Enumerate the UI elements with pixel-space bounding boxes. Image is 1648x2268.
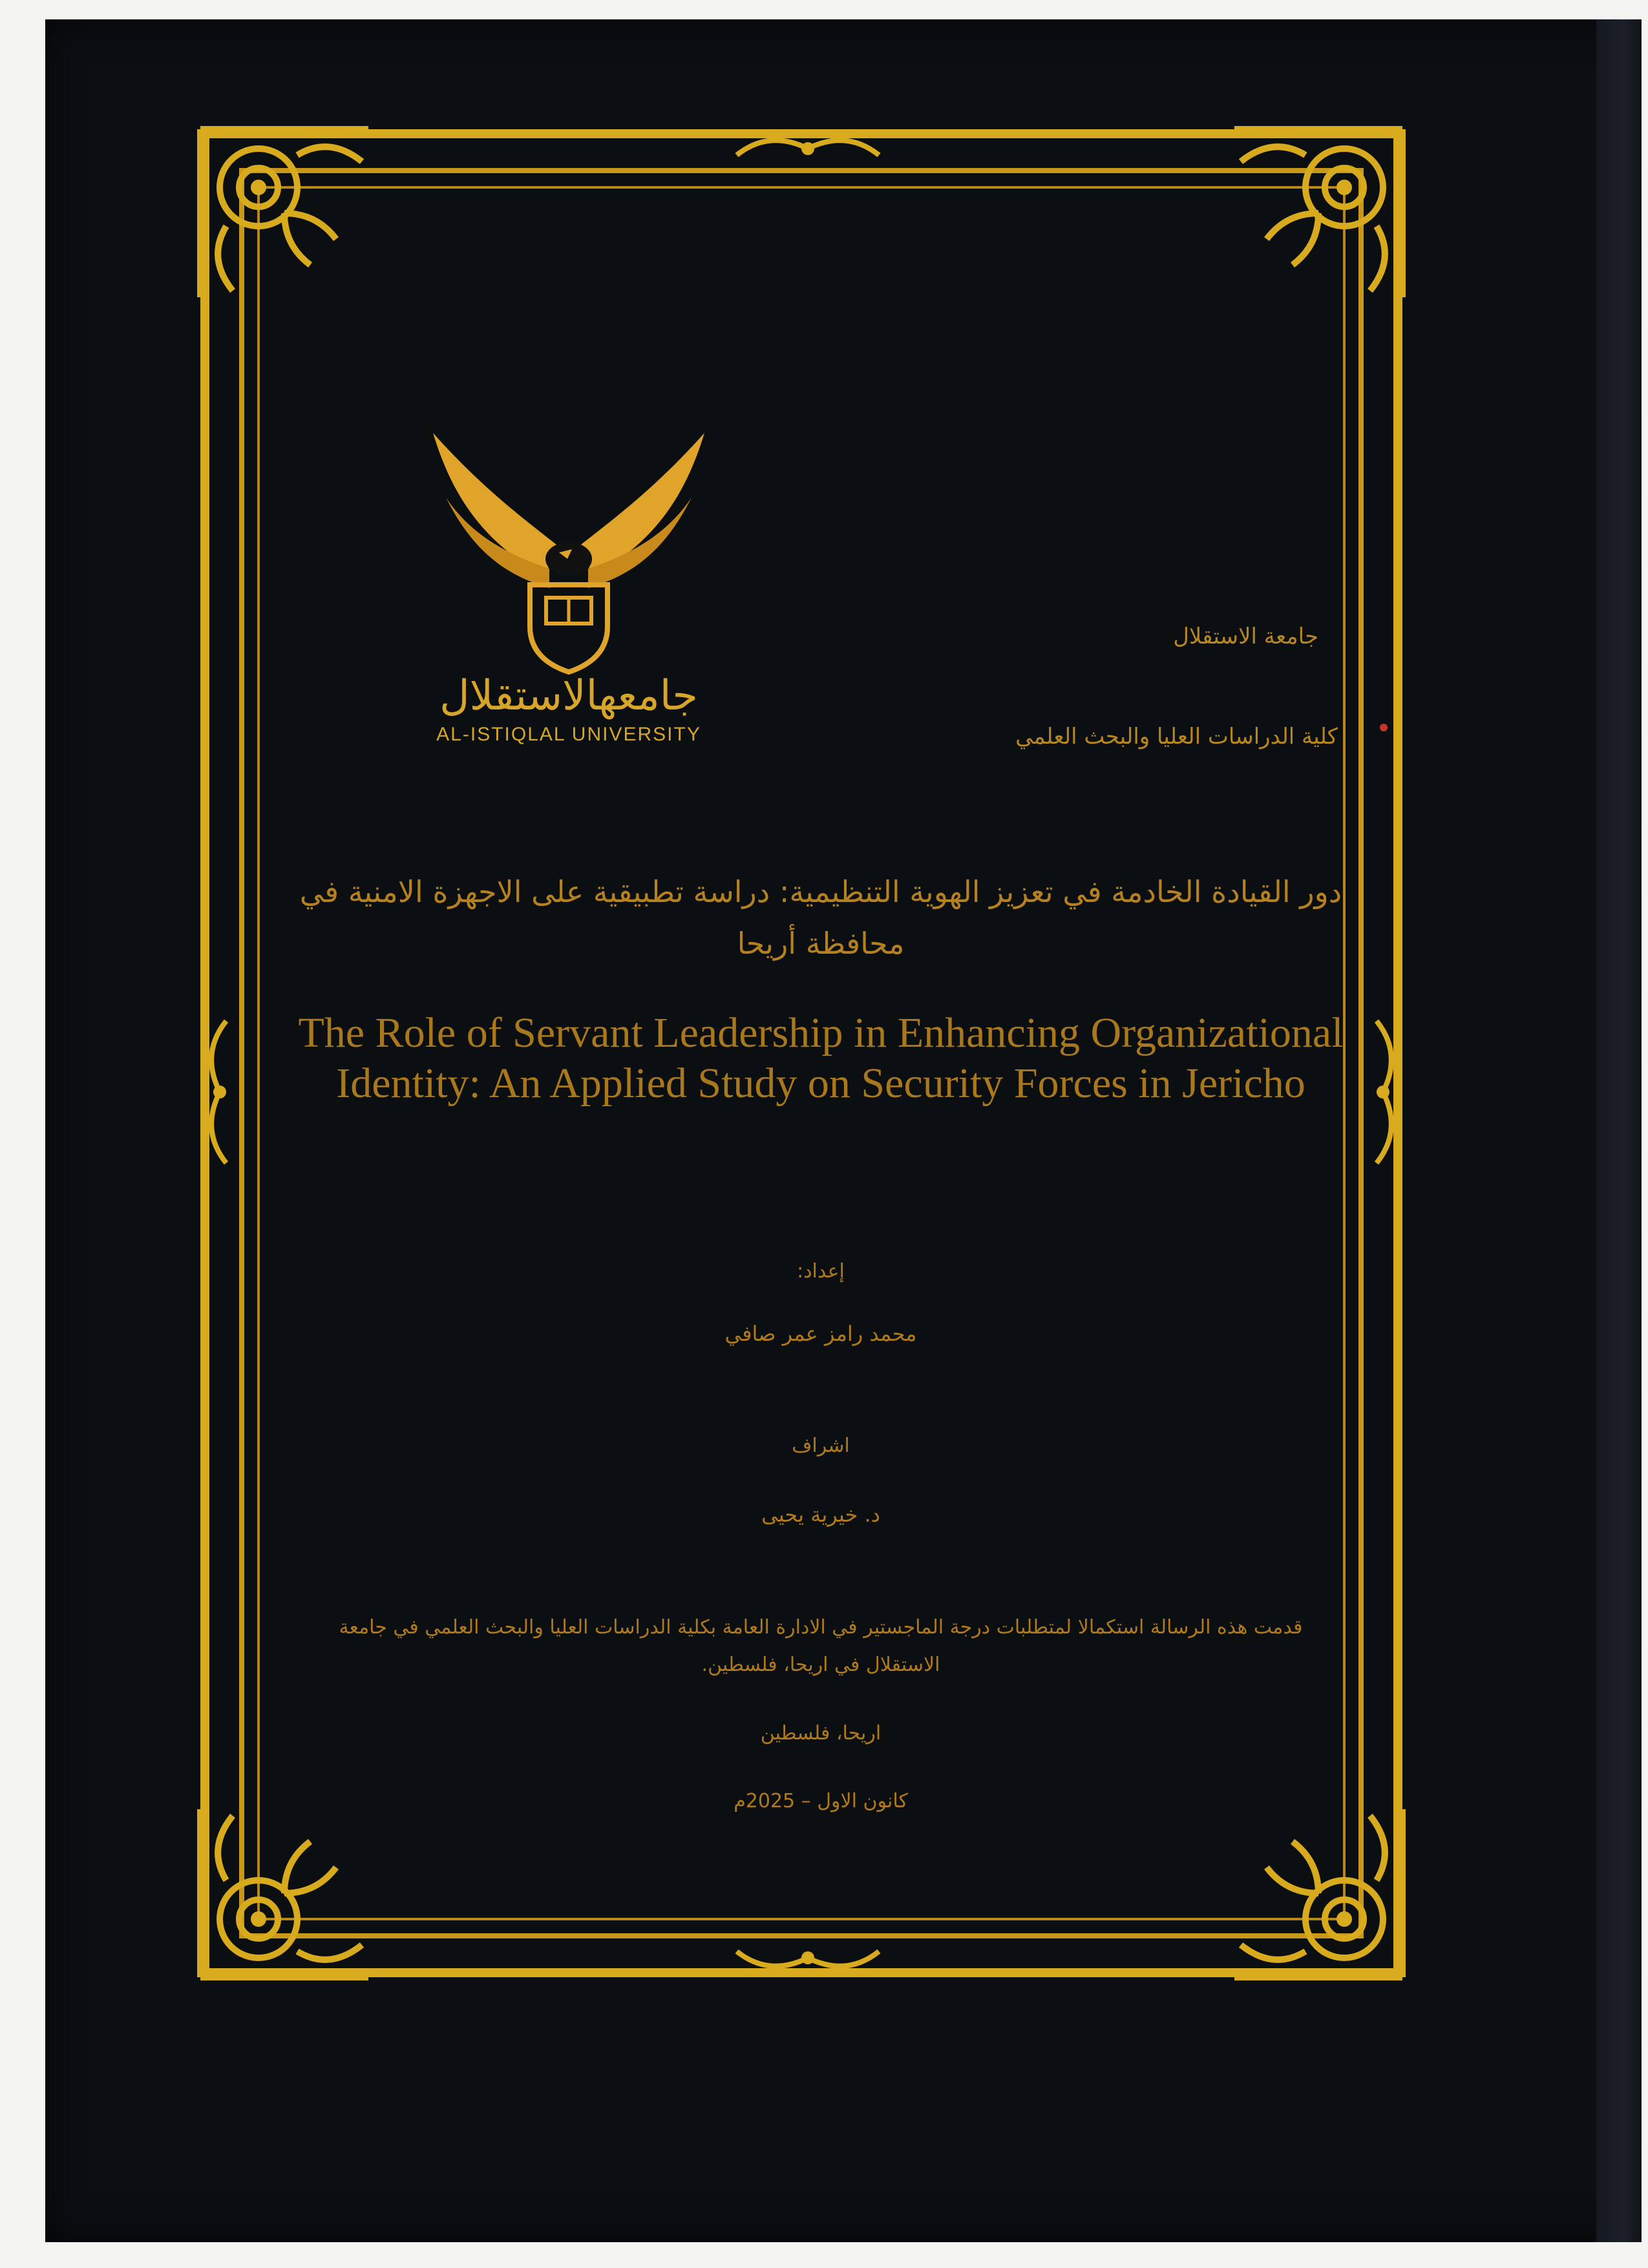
scroll-ornament-icon <box>1364 1014 1402 1170</box>
corner-ornament-icon <box>1221 116 1415 310</box>
corner-ornament-icon <box>187 116 381 310</box>
corner-ornament-icon <box>187 1796 381 1990</box>
college-name: كلية الدراسات العليا والبحث العلمي <box>1015 724 1338 750</box>
university-name: جامعة الاستقلال <box>1173 624 1318 649</box>
scroll-ornament-icon <box>730 129 885 168</box>
date-text: كانون الاول – 2025م <box>734 1790 908 1812</box>
supervisor-name: د. خيرية يحيى <box>761 1502 880 1527</box>
place-text: اريحا، فلسطين <box>760 1722 882 1745</box>
prepared-by-label: إعداد: <box>797 1260 845 1283</box>
author-name: محمد رامز عمر صافي <box>724 1321 917 1346</box>
corner-ornament-icon <box>1221 1796 1415 1990</box>
scroll-ornament-icon <box>730 1938 885 1977</box>
logo-english-text: AL-ISTIQLAL UNIVERSITY <box>436 724 701 745</box>
supervision-label: اشراف <box>792 1434 850 1457</box>
thesis-title-arabic: دور القيادة الخادمة في تعزيز الهوية التنظيمية: دراسة تطبيقية على الاجهزة الامنية في محافظة أريحا <box>299 874 1342 961</box>
scroll-ornament-icon <box>200 1014 239 1170</box>
red-dot-mark <box>1380 724 1388 731</box>
degree-statement: قدمت هذه الرسالة استكمالا لمتطلبات درجة الماجستير في الادارة العامة بكلية الدراسات العليا والبحث العلمي في جامعة الاستقلال في اريحا، فلسطين. <box>339 1616 1303 1676</box>
book-spine <box>1596 19 1642 2242</box>
thesis-title-english: The Role of Servant Leadership in Enhancing Organizational Identity: An Applied Study on Security Forces in Jericho <box>298 1009 1344 1107</box>
logo-arabic-text: جامعهالاستقلال <box>439 672 698 720</box>
